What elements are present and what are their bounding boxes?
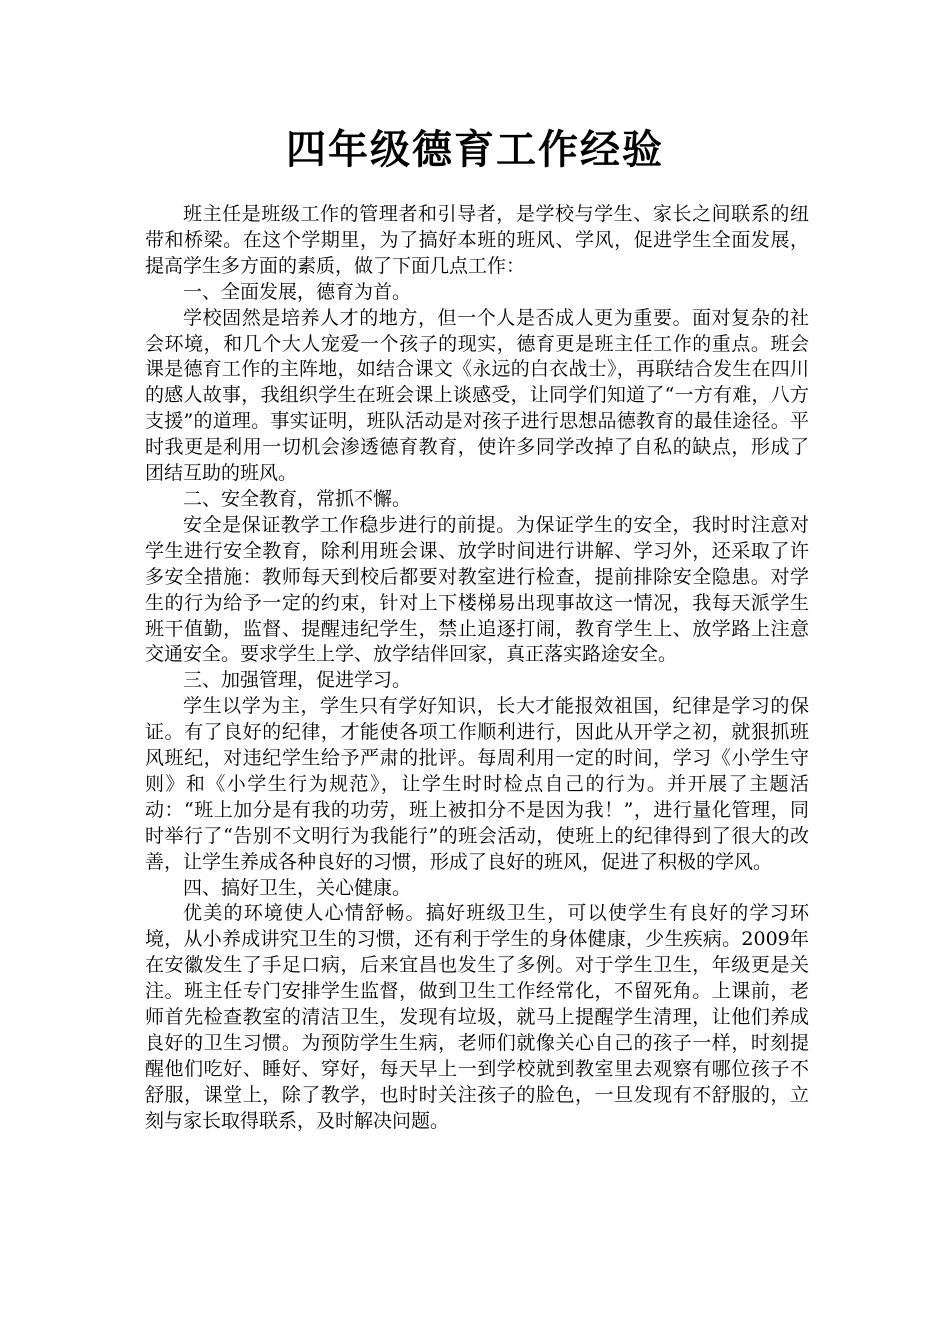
document-body [145, 202, 809, 1135]
section-heading-1: 一、全面发展，德育为首。 [183, 280, 412, 303]
paragraph-section-3: 学生以学为主，学生只有学好知识，长大才能报效祖国，纪律是学习的保证。有了良好的纪律，才能使各项工作顺利进行，因此从开学之初，就狠抓班风班纪，对违纪学生给予严肃的批评。每周利用一定的时间，学习《小学生守则》和《小学生行为规范》，让学生时时检点自己的行为。并开展了主题活动：“班上加分是有我的功劳，班上被扣分不是因为我！”，进行量化管理，同时举行了“告别不文明行为我能行”的班会活动，使班上的纪律得到了很大的改善，让学生养成各种良好的习惯，形成了良好的班风，促进了积极的学风。 [145, 695, 809, 873]
section-heading-3: 三、加强管理，促进学习。 [183, 669, 412, 692]
paragraph-intro: 班主任是班级工作的管理者和引导者，是学校与学生、家长之间联系的纽带和桥梁。在这个学期里，为了搞好本班的班风、学风，促进学生全面发展，提高学生多方面的素质，做了下面几点工作： [145, 203, 809, 277]
paragraph-section-4: 优美的环境使人心情舒畅。搞好班级卫生，可以使学生有良好的学习环境，从小养成讲究卫生的习惯，还有利于学生的身体健康，少生疾病。2009年在安徽发生了手足口病，后来宜昌也发生了多例。对于学生卫生，年级更是关注。班主任专门安排学生监督，做到卫生工作经常化，不留死角。上课前，老师首先检查教室的清洁卫生，发现有垃圾，就马上提醒学生清理，让他们养成良好的卫生习惯。为预防学生生病，老师们就像关心自己的孩子一样，时刻提醒他们吃好、睡好、穿好，每天早上一到学校就到教室里去观察有哪位孩子不舒服，课堂上，除了教学，也时时关注孩子的脸色，一旦发现有不舒服的，立刻与家长取得联系，及时解决问题。 [145, 902, 809, 1132]
paragraph-section-2: 安全是保证教学工作稳步进行的前提。为保证学生的安全，我时时注意对学生进行安全教育，除利用班会课、放学时间进行讲解、学习外，还采取了许多安全措施：教师每天到校后都要对教室进行检查，提前排除安全隐患。对学生的行为给予一定的约束，针对上下楼梯易出现事故这一情况，我每天派学生班干值勤，监督、提醒违纪学生，禁止追逐打闹，教育学生上、放学路上注意交通安全。要求学生上学、放学结伴回家，真正落实路途安全。 [145, 513, 809, 666]
page-title: 四年级德育工作经验 [286, 126, 664, 173]
section-heading-4: 四、搞好卫生，关心健康。 [183, 876, 412, 899]
section-heading-2: 二、安全教育，常抓不懈。 [183, 487, 412, 510]
paragraph-section-1: 学校固然是培养人才的地方，但一个人是否成人更为重要。面对复杂的社会环境，和几个大人宠爱一个孩子的现实，德育更是班主任工作的重点。班会课是德育工作的主阵地，如结合课文《永远的白衣战士》，再联结合发生在四川的感人故事，我组织学生在班会课上谈感受，让同学们知道了“一方有难，八方支援”的道理。事实证明，班队活动是对孩子进行思想品德教育的最佳途径。平时我更是利用一切机会渗透德育教育，使许多同学改掉了自私的缺点，形成了团结互助的班风。 [145, 306, 809, 485]
